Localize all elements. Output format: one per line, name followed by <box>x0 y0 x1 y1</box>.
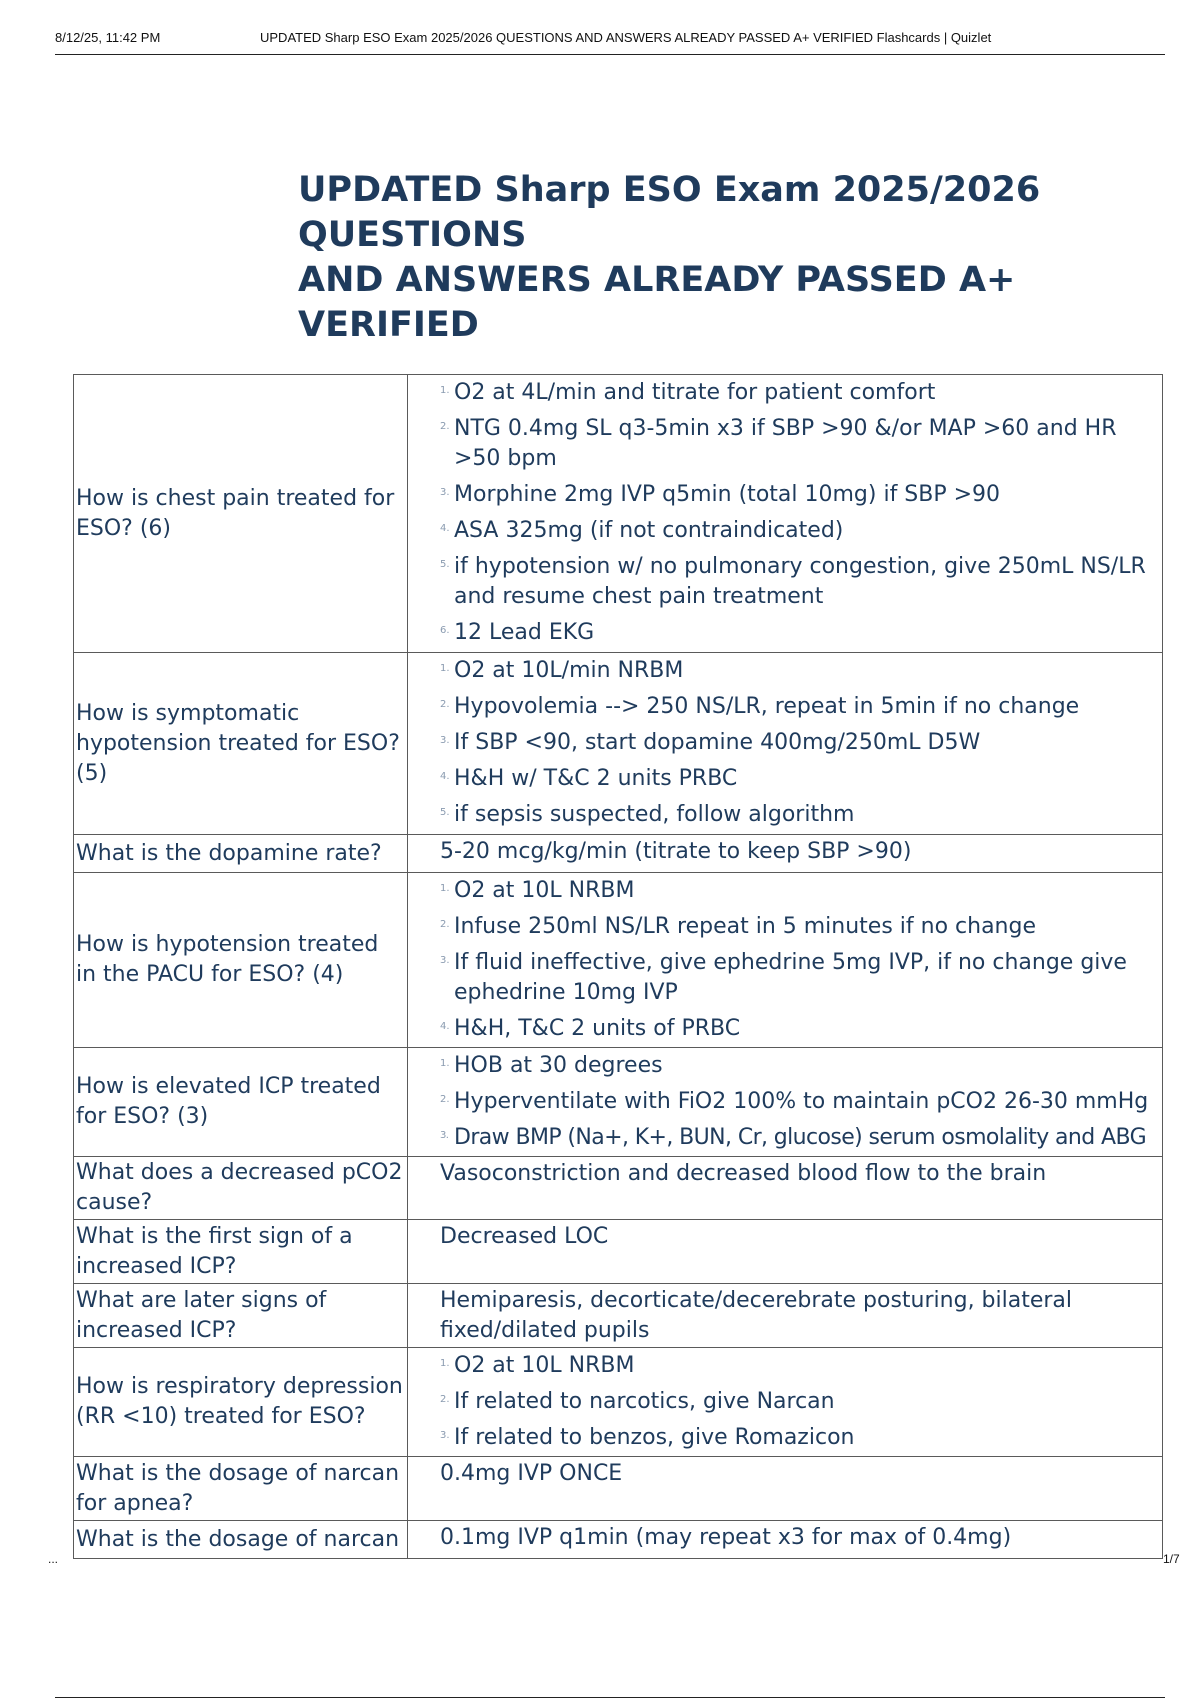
answer-text: O2 at 10L/min NRBM <box>454 658 684 683</box>
table-row <box>74 835 1163 873</box>
list-item <box>440 909 1160 945</box>
question-cell: How is symptomatic hypotension treated for ESO? (5) <box>74 653 408 835</box>
list-number: 3. <box>440 1430 450 1441</box>
list-item <box>440 1084 1162 1120</box>
table-row <box>74 1284 1163 1348</box>
answer-text: If SBP <90, start dopamine 400mg/250mL D5W <box>454 730 981 755</box>
answer-text: Hyperventilate with FiO2 100% to maintain pCO2 26-30 mmHg <box>454 1089 1149 1114</box>
document-title-line-1: UPDATED Sharp ESO Exam 2025/2026 QUESTIONS <box>298 170 1041 255</box>
list-item <box>440 1348 1160 1384</box>
list-item <box>440 549 1160 615</box>
list-item <box>440 513 1160 549</box>
list-number: 3. <box>440 1130 449 1141</box>
question-cell: What is the dopamine rate? <box>74 835 408 873</box>
list-item <box>440 1420 1160 1456</box>
answer-text: If related to benzos, give Romazicon <box>454 1425 855 1450</box>
list-item <box>440 411 1160 477</box>
table-row <box>74 1457 1163 1521</box>
print-date: 8/12/25, 11:42 PM <box>55 30 161 45</box>
answer-cell: Hemiparesis, decorticate/decerebrate posturing, bilateral fixed/dilated pupils <box>408 1284 1163 1348</box>
question-cell: What is the dosage of narcan <box>74 1521 408 1559</box>
list-number: 3. <box>440 735 450 746</box>
page-number: 1/7 <box>1163 1552 1180 1566</box>
footer-divider <box>55 1697 1165 1698</box>
question-cell: How is elevated ICP treated for ESO? (3) <box>74 1048 408 1157</box>
answer-cell: Vasoconstriction and decreased blood flow to the brain <box>408 1157 1163 1220</box>
table-row <box>74 873 1163 1048</box>
list-number: 2. <box>440 1094 450 1105</box>
list-number: 3. <box>440 955 450 966</box>
table-row <box>74 653 1163 835</box>
list-number: 1. <box>440 883 450 894</box>
list-item <box>440 945 1160 1011</box>
list-number: 1. <box>440 1358 450 1369</box>
list-item <box>440 1384 1160 1420</box>
answer-text: Draw BMP (Na+, K+, BUN, Cr, glucose) serum osmolality and ABG <box>454 1125 1147 1150</box>
answer-text: H&H, T&C 2 units of PRBC <box>454 1016 741 1041</box>
question-cell: What are later signs of increased ICP? <box>74 1284 408 1348</box>
list-item <box>440 477 1160 513</box>
answer-cell <box>408 1048 1163 1157</box>
table-row <box>74 1220 1163 1284</box>
answer-cell <box>408 873 1163 1048</box>
list-number: 4. <box>440 1021 450 1032</box>
list-item <box>440 689 1160 725</box>
answer-list <box>440 873 1160 1047</box>
answer-text: If related to narcotics, give Narcan <box>454 1389 835 1414</box>
answer-cell: Decreased LOC <box>408 1220 1163 1284</box>
list-item <box>440 1048 1162 1084</box>
document-title <box>298 168 1158 348</box>
table-row <box>74 1521 1163 1559</box>
list-number: 2. <box>440 421 450 432</box>
answer-text: NTG 0.4mg SL q3-5min x3 if SBP >90 &/or MAP >60 and HR >50 bpm <box>454 416 1117 471</box>
list-item <box>440 761 1160 797</box>
answer-cell: 0.4mg IVP ONCE <box>408 1457 1163 1521</box>
answer-cell: 0.1mg IVP q1min (may repeat x3 for max of 0.4mg) <box>408 1521 1163 1559</box>
list-number: 2. <box>440 699 450 710</box>
list-item <box>440 725 1160 761</box>
answer-text: ASA 325mg (if not contraindicated) <box>454 518 844 543</box>
list-number: 6. <box>440 625 450 636</box>
list-item <box>440 873 1160 909</box>
print-header <box>55 28 1165 55</box>
answer-text: HOB at 30 degrees <box>454 1053 663 1078</box>
answer-list <box>440 1348 1160 1456</box>
answer-text: if sepsis suspected, follow algorithm <box>454 802 855 827</box>
answer-cell <box>408 1348 1163 1457</box>
question-cell: How is chest pain treated for ESO? (6) <box>74 375 408 653</box>
question-cell: What is the dosage of narcan for apnea? <box>74 1457 408 1521</box>
print-page-title: UPDATED Sharp ESO Exam 2025/2026 QUESTIONS AND ANSWERS ALREADY PASSED A+ VERIFIED Flashcards | Quizlet <box>260 30 992 45</box>
question-cell: How is respiratory depression (RR <10) treated for ESO? <box>74 1348 408 1457</box>
list-number: 5. <box>440 807 450 818</box>
list-item <box>440 797 1160 833</box>
list-number: 1. <box>440 385 450 396</box>
answer-text: Hypovolemia --> 250 NS/LR, repeat in 5min if no change <box>454 694 1080 719</box>
list-number: 2. <box>440 1394 450 1405</box>
answer-text: Infuse 250ml NS/LR repeat in 5 minutes if no change <box>454 914 1037 939</box>
table-row <box>74 1348 1163 1457</box>
answer-text: 12 Lead EKG <box>454 620 595 645</box>
list-number: 4. <box>440 771 450 782</box>
document-title-line-2: AND ANSWERS ALREADY PASSED A+ VERIFIED <box>298 260 1016 345</box>
list-number: 1. <box>440 1058 450 1069</box>
list-number: 3. <box>440 487 450 498</box>
question-cell: How is hypotension treated in the PACU for ESO? (4) <box>74 873 408 1048</box>
answer-list <box>440 653 1160 833</box>
answer-cell <box>408 653 1163 835</box>
list-number: 2. <box>440 919 450 930</box>
answer-cell <box>408 375 1163 653</box>
list-item <box>440 1011 1160 1047</box>
answer-list <box>440 1048 1162 1156</box>
list-number: 5. <box>440 559 450 570</box>
answer-text: O2 at 10L NRBM <box>454 878 635 903</box>
answer-cell: 5-20 mcg/kg/min (titrate to keep SBP >90) <box>408 835 1163 873</box>
answer-text: if hypotension w/ no pulmonary congestion, give 250mL NS/LR and resume chest pain treatment <box>454 554 1146 609</box>
list-number: 1. <box>440 663 450 674</box>
table-row <box>74 1048 1163 1157</box>
list-number: 4. <box>440 523 450 534</box>
table-row <box>74 1157 1163 1220</box>
question-cell: What is the first sign of a increased ICP? <box>74 1220 408 1284</box>
answer-text: If fluid ineffective, give ephedrine 5mg IVP, if no change give ephedrine 10mg IVP <box>454 950 1127 1005</box>
table-row <box>74 375 1163 653</box>
list-item <box>440 615 1160 651</box>
footer-ellipsis: ... <box>48 1552 59 1566</box>
list-item <box>440 653 1160 689</box>
question-cell: What does a decreased pCO2 cause? <box>74 1157 408 1220</box>
list-item <box>440 375 1160 411</box>
list-item <box>440 1120 1162 1156</box>
answer-text: Morphine 2mg IVP q5min (total 10mg) if SBP >90 <box>454 482 1001 507</box>
answer-list <box>440 375 1160 651</box>
answer-text: O2 at 4L/min and titrate for patient comfort <box>454 380 936 405</box>
flashcard-table <box>73 374 1163 1559</box>
answer-text: H&H w/ T&C 2 units PRBC <box>454 766 738 791</box>
answer-text: O2 at 10L NRBM <box>454 1353 635 1378</box>
